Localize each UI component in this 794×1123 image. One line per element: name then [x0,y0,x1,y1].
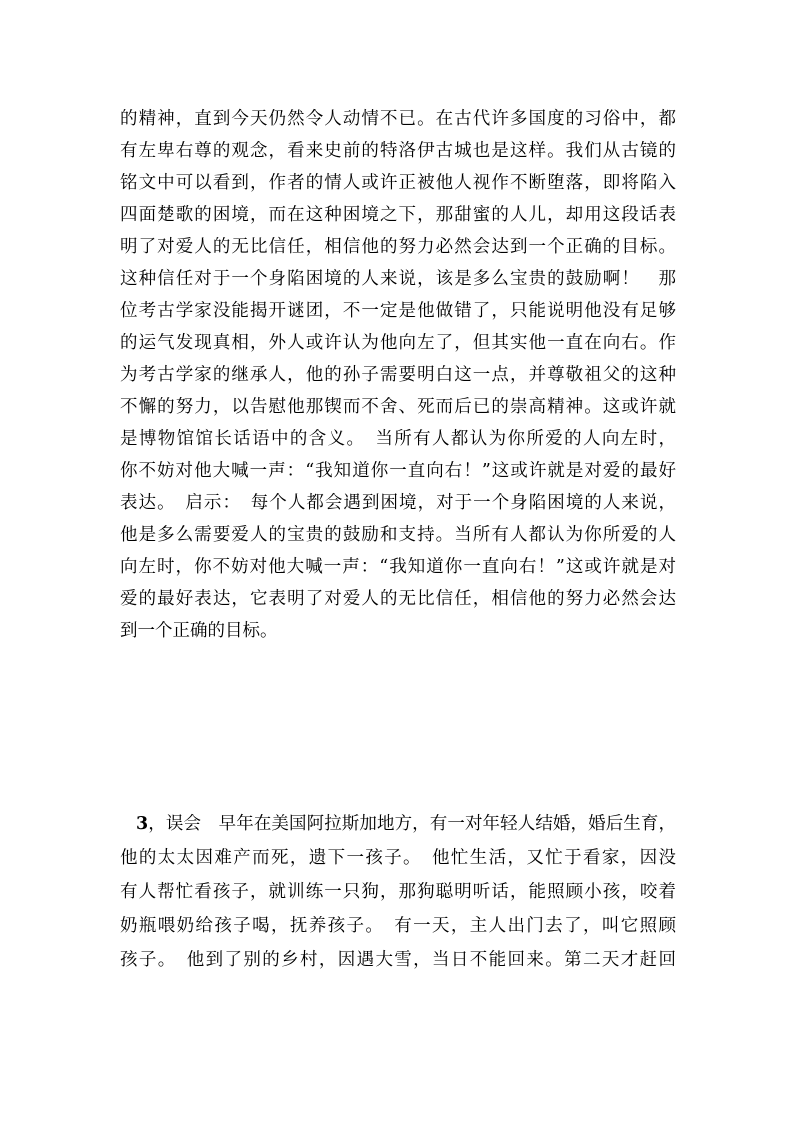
text-line: 孩子。 他到了别的乡村，因遇大雪，当日不能回来。第二天才赶回 [120,950,676,970]
text-line: 到一个正确的目标。 [120,621,278,641]
text-line: 铭文中可以看到，作者的情人或许正被他人视作不断堕落，即将陷入 [120,173,676,193]
text-line: 位考古学家没能揭开谜团，不一定是他做错了，只能说明他没有足够 [120,301,676,321]
text-line: 四面楚歌的困境，而在这种困境之下，那甜蜜的人儿，却用这段话表 [120,205,676,225]
text-line: 是博物馆馆长话语中的含义。 当所有人都认为你所爱的人向左时， [120,429,676,449]
section-heading-line [120,807,676,841]
text-line: 有人帮忙看孩子，就训练一只狗，那狗聪明听话，能照顾小孩，咬着 [120,882,676,902]
text-line: ，误会 早年在美国阿拉斯加地方，有一对年轻人结婚，婚后生育， [148,814,676,834]
text-line: 向左时，你不妨对他大喊一声：“我知道你一直向右！”这或许就是对 [120,557,676,577]
paragraph-2 [120,807,676,977]
text-line: 奶瓶喂奶给孩子喝，抚养孩子。 有一天，主人出门去了，叫它照顾 [120,916,676,936]
text-line: 的精神，直到今天仍然令人动情不已。在古代许多国度的习俗中，都 [120,109,676,129]
text-line: 为考古学家的继承人，他的孙子需要明白这一点，并尊敬祖父的这种 [120,365,676,385]
text-line: 表达。 启示： 每个人都会遇到困境，对于一个身陷困境的人来说， [120,493,676,513]
text-line: 他的太太因难产而死，遗下一孩子。 他忙生活，又忙于看家，因没 [120,848,676,868]
text-line: 有左卑右尊的观念，看来史前的特洛伊古城也是这样。我们从古镜的 [120,141,676,161]
paragraph-1 [120,103,676,647]
text-line: 不懈的努力，以告慰他那锲而不舍、死而后已的崇高精神。这或许就 [120,397,676,417]
text-line: 明了对爱人的无比信任，相信他的努力必然会达到一个正确的目标。 [120,237,676,257]
section-number: 3 [136,814,149,834]
text-line: 这种信任对于一个身陷困境的人来说，该是多么宝贵的鼓励啊！ 那 [120,269,676,289]
text-line: 他是多么需要爱人的宝贵的鼓励和支持。当所有人都认为你所爱的人 [120,525,676,545]
text-line: 你不妨对他大喊一声：“我知道你一直向右！”这或许就是对爱的最好 [120,461,676,481]
text-line: 的运气发现真相，外人或许认为他向左了，但其实他一直在向右。作 [120,333,676,353]
text-line: 爱的最好表达，它表明了对爱人的无比信任，相信他的努力必然会达 [120,589,676,609]
